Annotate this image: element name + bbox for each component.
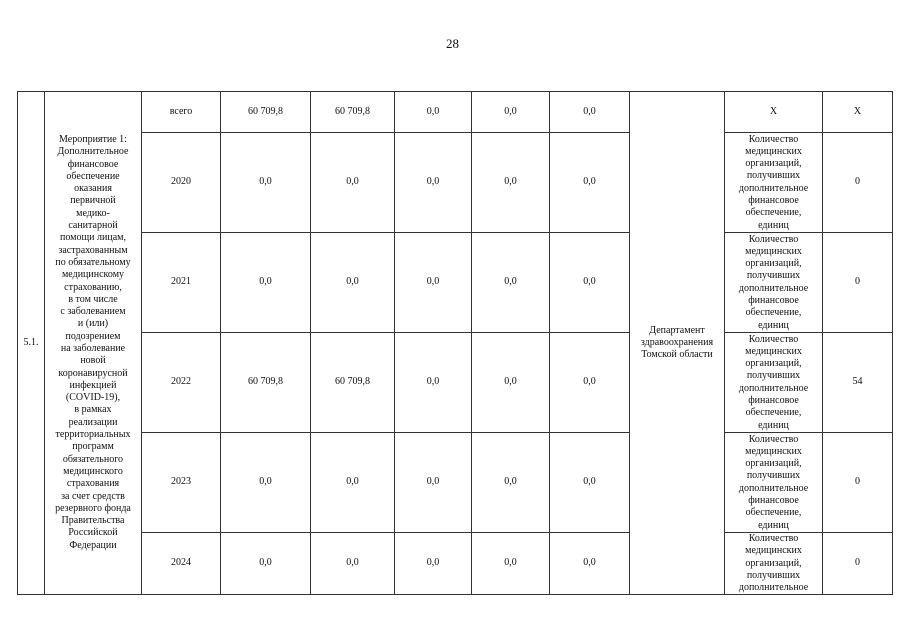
indicator-line: Х (769, 106, 778, 117)
regional-funding-cell: 0,0 (395, 233, 472, 333)
federal-funding-cell: 60 709,8 (311, 333, 395, 433)
activity-name-line: инфекцией (69, 379, 117, 391)
regional-funding-cell: 0,0 (395, 92, 472, 133)
activity-name-line: Федерации (69, 539, 117, 551)
indicator-line: получивших (746, 370, 801, 382)
year-cell: 2023 (142, 433, 221, 533)
activity-name-line: территориальных (55, 429, 131, 441)
indicator-line: дополнительное (738, 482, 809, 494)
total-funding-cell: 0,0 (221, 533, 311, 595)
indicator-line: медицинских (745, 445, 802, 457)
indicator-line: Количество (748, 333, 799, 345)
indicator-cell (725, 92, 823, 133)
department-cell (630, 92, 725, 595)
table-row (18, 233, 893, 333)
activity-name-line: реализации (68, 416, 118, 428)
indicator-line: обеспечение, (745, 507, 802, 519)
page-number: 28 (446, 36, 459, 51)
total-funding-cell: 60 709,8 (221, 333, 311, 433)
table-row (18, 433, 893, 533)
indicator-line: организаций, (745, 358, 802, 370)
activity-name-line: обязательного (62, 453, 124, 465)
indicator-line: финансовое (748, 394, 799, 406)
indicator-line: организаций, (745, 158, 802, 170)
indicator-line: финансовое (748, 294, 799, 306)
year-cell: всего (142, 92, 221, 133)
indicator-line: дополнительное (738, 582, 809, 594)
activity-name-line: новой (80, 355, 106, 367)
local-funding-cell: 0,0 (472, 92, 550, 133)
indicator-line: единиц (758, 219, 789, 231)
department-line: Томской области (641, 349, 713, 361)
indicator-line: медицинских (745, 545, 802, 557)
indicator-line: Количество (748, 433, 799, 445)
activity-name-line: Правительства (61, 515, 125, 527)
activity-name-line: медицинскому (61, 269, 125, 281)
other-funding-cell: 0,0 (550, 533, 630, 595)
activity-name-line: программ (72, 441, 114, 453)
indicator-value-cell: 54 (823, 333, 893, 433)
activity-name-line: Дополнительное (57, 146, 129, 158)
activity-name-line: (COVID-19), (65, 392, 121, 404)
activity-name-line: резервного фонда (55, 502, 131, 514)
indicator-line: обеспечение, (745, 207, 802, 219)
activity-name-line: первичной (70, 195, 116, 207)
indicator-line: обеспечение, (745, 307, 802, 319)
activity-name-line: Мероприятие 1: (59, 133, 127, 145)
table-row (18, 92, 893, 133)
federal-funding-cell: 0,0 (311, 433, 395, 533)
year-cell: 2020 (142, 133, 221, 233)
activity-name-line: и (или) (77, 318, 109, 330)
activity-name-line: с заболеванием (60, 306, 126, 318)
activity-name-line: в рамках (74, 404, 112, 416)
total-funding-cell: 60 709,8 (221, 92, 311, 133)
activity-name-line: обеспечение (66, 170, 120, 182)
program-table (17, 91, 893, 595)
regional-funding-cell: 0,0 (395, 433, 472, 533)
table-body (18, 92, 893, 595)
federal-funding-cell: 0,0 (311, 233, 395, 333)
regional-funding-cell: 0,0 (395, 333, 472, 433)
activity-name-line: финансовое (67, 158, 119, 170)
local-funding-cell: 0,0 (472, 333, 550, 433)
indicator-line: медицинских (745, 345, 802, 357)
activity-name-line: оказания (74, 183, 112, 195)
indicator-value-cell: 0 (823, 433, 893, 533)
indicator-line: получивших (746, 170, 801, 182)
indicator-line: финансовое (748, 494, 799, 506)
indicator-line: единиц (758, 419, 789, 431)
federal-funding-cell: 0,0 (311, 133, 395, 233)
total-funding-cell: 0,0 (221, 433, 311, 533)
total-funding-cell: 0,0 (221, 133, 311, 233)
table-row (18, 333, 893, 433)
activity-name-line: по обязательному (55, 256, 131, 268)
other-funding-cell: 0,0 (550, 333, 630, 433)
indicator-cell (725, 433, 823, 533)
indicator-line: дополнительное (738, 282, 809, 294)
indicator-line: единиц (758, 519, 789, 531)
indicator-line: получивших (746, 470, 801, 482)
total-funding-cell: 0,0 (221, 233, 311, 333)
activity-name-line: помощи лицам, (59, 232, 126, 244)
activity-name-line: санитарной (68, 220, 118, 232)
table-row (18, 533, 893, 595)
local-funding-cell: 0,0 (472, 433, 550, 533)
indicator-line: дополнительное (738, 182, 809, 194)
indicator-line: Количество (748, 533, 799, 544)
federal-funding-cell: 60 709,8 (311, 92, 395, 133)
activity-name-line: страхованию, (64, 281, 122, 293)
activity-name-line: подозрением (65, 330, 121, 342)
indicator-value-cell: 0 (823, 133, 893, 233)
activity-name-line: в том числе (68, 293, 118, 305)
indicator-line: организаций, (745, 258, 802, 270)
activity-name-line: застрахованным (58, 244, 128, 256)
activity-name-line: коронавирусной (58, 367, 128, 379)
year-cell: 2024 (142, 533, 221, 595)
indicator-cell (725, 133, 823, 233)
indicator-line: финансовое (748, 194, 799, 206)
indicator-line: получивших (746, 569, 801, 581)
activity-name-line: страхования (66, 478, 120, 490)
activity-name (45, 92, 142, 595)
federal-funding-cell: 0,0 (311, 533, 395, 595)
indicator-line: медицинских (745, 245, 802, 257)
indicator-value-cell: Х (823, 92, 893, 133)
indicator-line: Количество (748, 133, 799, 145)
other-funding-cell: 0,0 (550, 233, 630, 333)
other-funding-cell: 0,0 (550, 433, 630, 533)
indicator-cell (725, 333, 823, 433)
activity-name-line: медико- (76, 207, 110, 219)
indicator-value-cell: 0 (823, 233, 893, 333)
indicator-value-cell: 0 (823, 533, 893, 595)
regional-funding-cell: 0,0 (395, 533, 472, 595)
indicator-line: единиц (758, 319, 789, 331)
local-funding-cell: 0,0 (472, 233, 550, 333)
activity-name-line: на заболевание (60, 343, 126, 354)
indicator-line: медицинских (745, 145, 802, 157)
indicator-line: Количество (748, 233, 799, 245)
activity-name-line: Российской (68, 527, 118, 539)
indicator-line: получивших (746, 270, 801, 282)
year-cell: 2021 (142, 233, 221, 333)
department-line: здравоохранения (640, 336, 714, 348)
table-row (18, 133, 893, 233)
other-funding-cell: 0,0 (550, 133, 630, 233)
year-cell: 2022 (142, 333, 221, 433)
department-line: Департамент (649, 324, 705, 336)
indicator-line: обеспечение, (745, 407, 802, 419)
indicator-cell (725, 533, 823, 595)
local-funding-cell: 0,0 (472, 133, 550, 233)
indicator-line: организаций, (745, 557, 802, 569)
indicator-cell (725, 233, 823, 333)
local-funding-cell: 0,0 (472, 533, 550, 595)
activity-name-line: медицинского (63, 465, 123, 477)
activity-name-line: за счет средств (61, 490, 125, 502)
indicator-line: организаций, (745, 458, 802, 470)
other-funding-cell: 0,0 (550, 92, 630, 133)
indicator-line: дополнительное (738, 382, 809, 394)
regional-funding-cell: 0,0 (395, 133, 472, 233)
row-number: 5.1. (18, 92, 45, 595)
